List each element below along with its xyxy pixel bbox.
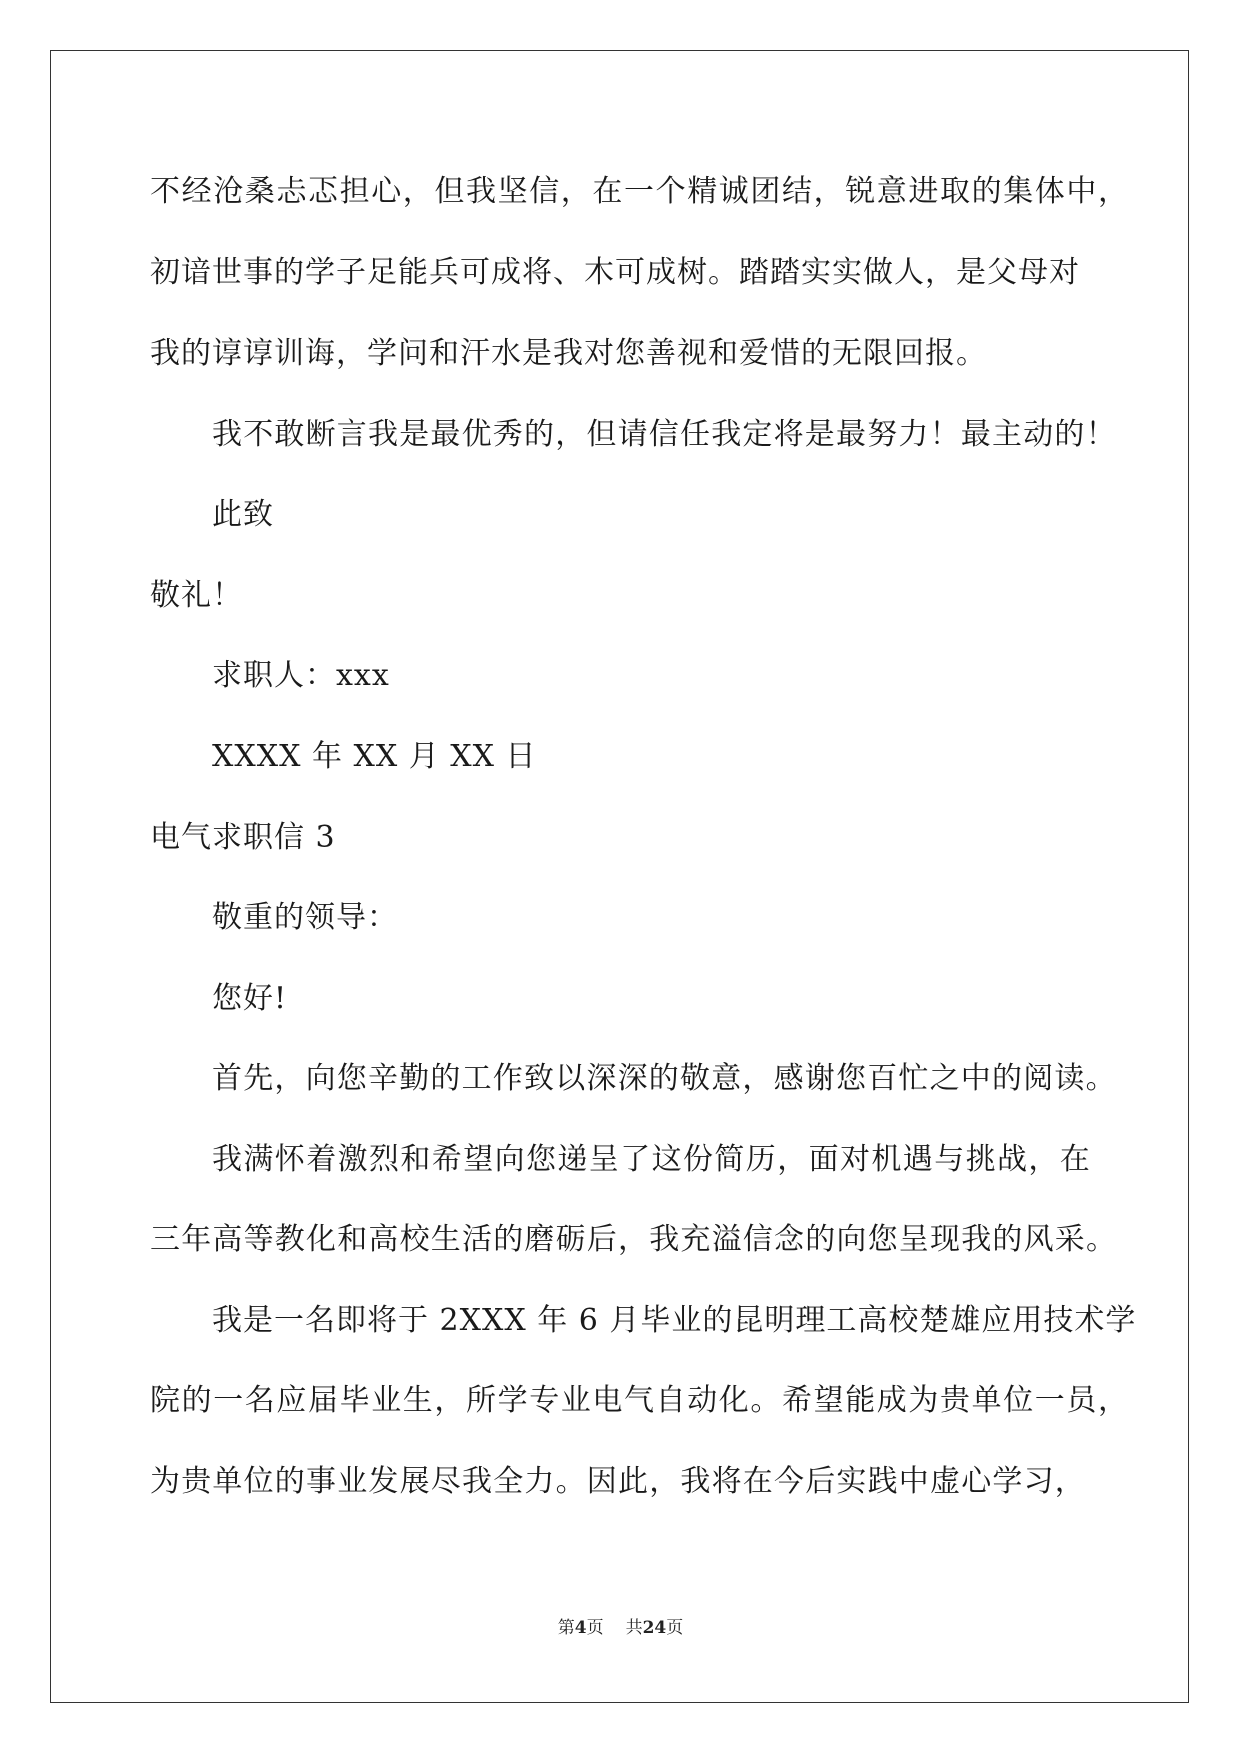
body-text-line: 三年高等教化和高校生活的磨砺后，我充溢信念的向您呈现我的风采。 (150, 1222, 1118, 1257)
page-number: 4 (574, 1618, 587, 1638)
body-text-line: 院的一名应届毕业生，所学专业电气自动化。希望能成为贵单位一员， (150, 1383, 1130, 1418)
page-prefix: 第 (557, 1618, 575, 1638)
salutation-closing: 敬礼！ (150, 578, 243, 613)
closing-phrase: 此致 (212, 497, 274, 532)
applicant-signature: 求职人：xxx (212, 658, 390, 693)
body-text-line: 初谙世事的学子足能兵可成将、木可成树。踏踏实实做人，是父母对 (150, 255, 1080, 290)
total-pages: 24 (642, 1618, 667, 1638)
greeting: 敬重的领导： (212, 900, 398, 935)
section-title: 电气求职信 3 (150, 820, 336, 855)
page-suffix: 页 (586, 1618, 604, 1638)
body-text-line: 为贵单位的事业发展尽我全力。因此，我将在今后实践中虚心学习， (150, 1464, 1086, 1499)
greeting-hello: 您好! (212, 981, 288, 1016)
body-text-line: 我满怀着激烈和希望向您递呈了这份简历，面对机遇与挑战，在 (212, 1142, 1092, 1177)
page-border (50, 50, 1189, 1703)
body-text-line: 不经沧桑忐忑担心，但我坚信，在一个精诚团结，锐意进取的集体中， (150, 174, 1130, 209)
letter-date: XXXX 年 XX 月 XX 日 (212, 739, 537, 774)
body-text-line: 我的谆谆训诲，学问和汗水是我对您善视和爱惜的无限回报。 (150, 336, 987, 371)
body-text-line: 我是一名即将于 2XXX 年 6 月毕业的昆明理工高校楚雄应用技术学 (212, 1303, 1137, 1338)
total-suffix: 页 (666, 1618, 684, 1638)
body-text-line: 我不敢断言我是最优秀的，但请信任我定将是最努力！最主动的！ (212, 417, 1117, 452)
total-prefix: 共 (625, 1618, 643, 1638)
body-text-line: 首先，向您辛勤的工作致以深深的敬意，感谢您百忙之中的阅读。 (212, 1061, 1117, 1096)
page-footer (0, 1617, 1241, 1639)
